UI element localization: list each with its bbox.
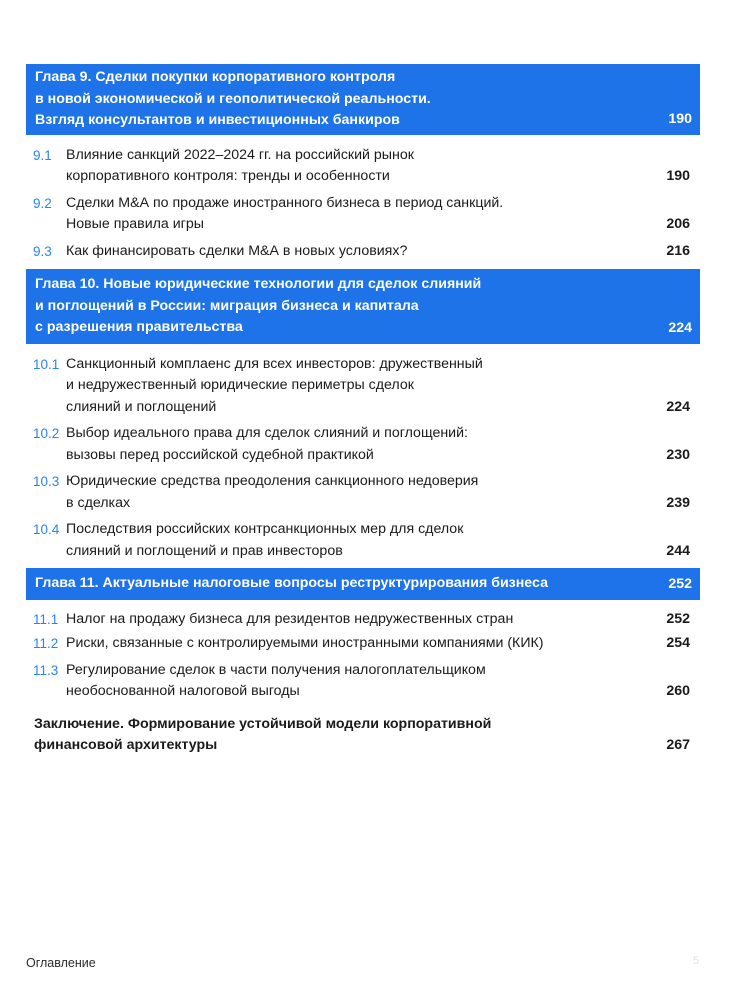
section-page: 216 xyxy=(666,242,690,259)
section-title-line: слияний и поглощений xyxy=(66,398,217,415)
section-title-line: Риски, связанные с контролируемыми иностранными компаниями (КИК) xyxy=(66,635,544,651)
section-page: 260 xyxy=(666,683,690,699)
conclusion-title-line: финансовой архитектуры xyxy=(34,737,218,753)
section-page: 224 xyxy=(666,398,690,415)
section-title-line: Сделки М&А по продаже иностранного бизнеса в период санкций. xyxy=(66,194,504,211)
conclusion-title-line: Заключение. Формирование устойчивой модели корпоративной xyxy=(34,715,492,732)
chapter-9-title-line: в новой экономической и геополитической реальности. xyxy=(35,90,431,107)
section-title-line: Влияние санкций 2022–2024 гг. на российский рынок xyxy=(66,146,414,163)
conclusion-page: 267 xyxy=(666,737,690,753)
section-title-line: Регулирование сделок в части получения налогоплательщиком xyxy=(66,661,486,678)
chapter-9-page: 190 xyxy=(668,111,692,127)
section-number: 9.1 xyxy=(33,147,52,163)
chapter-9-heading[interactable] xyxy=(26,64,700,135)
conclusion-entry[interactable] xyxy=(26,714,700,757)
section-title-line: в сделках xyxy=(66,494,131,511)
section-11-2[interactable] xyxy=(26,633,700,655)
table-of-contents xyxy=(26,64,700,757)
section-number: 10.3 xyxy=(33,474,60,489)
chapter-10-title-line: Глава 10. Новые юридические технологии для сделок слияний xyxy=(35,276,482,292)
section-title-line: корпоративного контроля: тренды и особенности xyxy=(66,168,390,184)
section-10-2[interactable] xyxy=(26,423,700,466)
chapter-10-heading[interactable] xyxy=(26,269,700,344)
section-9-3[interactable] xyxy=(26,241,700,263)
chapter-10-title-line: и поглощений в России: миграция бизнеса и капитала xyxy=(35,297,419,314)
section-10-4[interactable] xyxy=(26,519,700,562)
chapter-10-page: 224 xyxy=(668,320,692,336)
section-page: 190 xyxy=(666,168,690,184)
section-number: 10.4 xyxy=(33,522,60,537)
section-page: 206 xyxy=(666,216,690,232)
chapter-10-title-line: с разрешения правительства xyxy=(35,319,243,335)
section-page: 254 xyxy=(666,635,690,651)
section-title-line: Последствия российских контрсанкционных мер для сделок xyxy=(66,521,464,537)
section-title-line: слияний и поглощений и прав инвесторов xyxy=(66,542,343,559)
section-page: 244 xyxy=(666,542,690,559)
chapter-11-heading[interactable] xyxy=(26,568,700,600)
section-title-line: Юридические средства преодоления санкционного недоверия xyxy=(66,473,479,489)
section-title-line: Налог на продажу бизнеса для резидентов недружественных стран xyxy=(66,610,514,627)
section-11-1[interactable] xyxy=(26,609,700,631)
section-10-1[interactable] xyxy=(26,354,700,419)
footer-title: Оглавление xyxy=(26,956,96,970)
chapter-11-page: 252 xyxy=(668,576,692,592)
section-title-line: необоснованной налоговой выгоды xyxy=(66,683,300,699)
section-number: 11.1 xyxy=(33,611,59,627)
section-title-line: Как финансировать сделки М&А в новых условиях? xyxy=(66,242,408,259)
section-9-2[interactable] xyxy=(26,193,700,236)
section-11-3[interactable] xyxy=(26,660,700,703)
section-title-line: Выбор идеального права для сделок слияний и поглощений: xyxy=(66,425,468,441)
section-title-line: вызовы перед российской судебной практикой xyxy=(66,446,374,463)
section-9-1[interactable] xyxy=(26,145,700,188)
section-10-3[interactable] xyxy=(26,471,700,514)
footer-page-number: 5 xyxy=(693,955,700,967)
section-number: 11.3 xyxy=(33,662,59,678)
section-number: 9.2 xyxy=(33,195,52,211)
section-number: 10.1 xyxy=(33,356,60,372)
section-number: 9.3 xyxy=(33,243,52,259)
chapter-9-title-line: Взгляд консультантов и инвестиционных банкиров xyxy=(35,112,400,128)
section-page: 239 xyxy=(666,494,690,511)
section-page: 230 xyxy=(666,446,690,463)
section-title-line: и недружественный юридические периметры сделок xyxy=(66,377,414,393)
section-title-line: Санкционный комплаенс для всех инвесторов: дружественный xyxy=(66,355,483,372)
chapter-9-title-line: Глава 9. Сделки покупки корпоративного контроля xyxy=(35,69,396,85)
section-number: 10.2 xyxy=(33,426,60,441)
chapter-11-title-line: Глава 11. Актуальные налоговые вопросы реструктурирования бизнеса xyxy=(35,575,548,591)
section-title-line: Новые правила игры xyxy=(66,216,204,232)
section-page: 252 xyxy=(666,610,690,627)
section-number: 11.2 xyxy=(33,636,59,651)
